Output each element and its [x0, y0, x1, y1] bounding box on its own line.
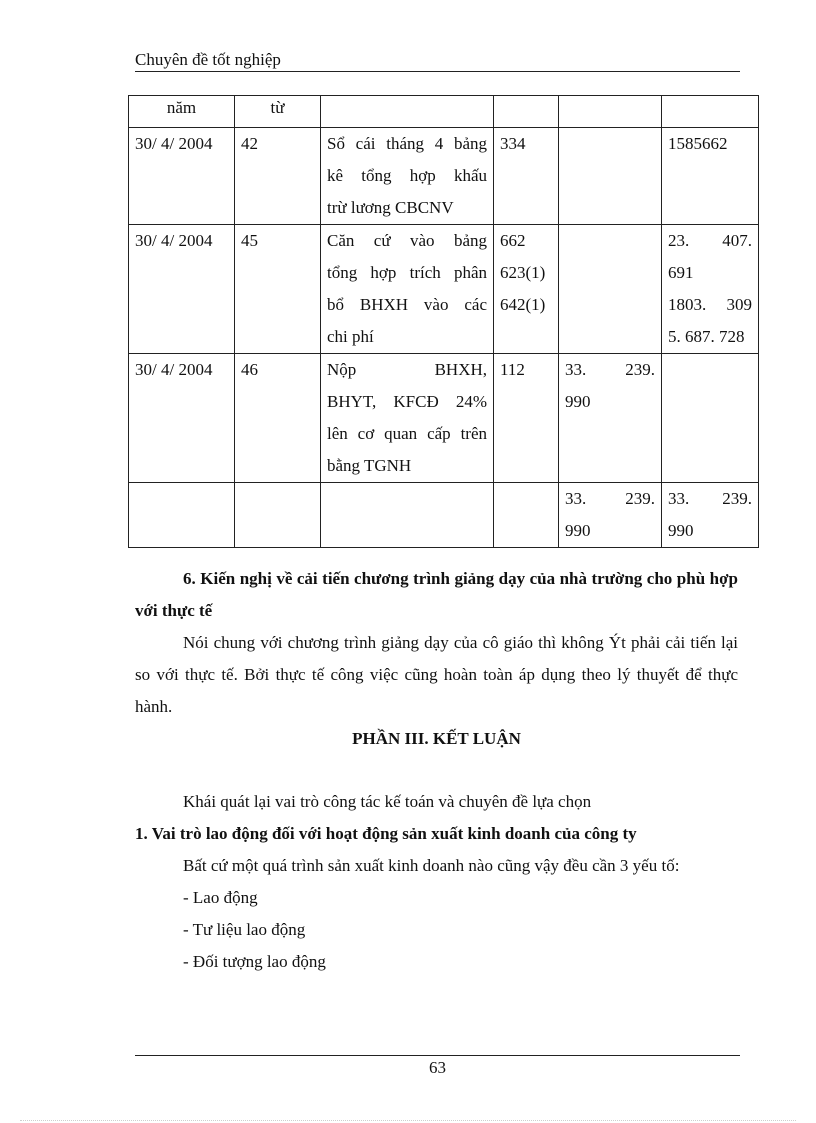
description-cell: [321, 225, 494, 354]
table-header-cell: [559, 96, 662, 128]
section-6: [135, 563, 738, 723]
credit-cell-line: 33. 239.: [668, 489, 752, 508]
debit-cell-line: 990: [565, 392, 591, 411]
credit-cell-line: 990: [668, 521, 694, 540]
part-3-intro: Khái quát lại vai trò công tác kế toán và chuyên đề lựa chọn: [183, 792, 592, 811]
credit-cell: [662, 354, 759, 483]
date-cell: 30/ 4/ 2004: [129, 225, 235, 354]
account-cell-line: 623(1): [500, 263, 546, 282]
credit-cell: [662, 225, 759, 354]
debit-cell: [559, 483, 662, 548]
credit-cell-line: 1803. 309: [668, 295, 752, 314]
credit-cell: [662, 483, 759, 548]
description-cell-line: tổng hợp trích phân: [327, 263, 487, 282]
description-cell-line: kê tổng hợp khấu: [327, 166, 487, 185]
date-cell: [129, 483, 235, 548]
credit-cell-line: 23. 407.: [668, 231, 752, 250]
credit-cell: [662, 128, 759, 225]
list-item: - Đối tượng lao động: [183, 952, 326, 971]
date-cell: 30/ 4/ 2004: [129, 128, 235, 225]
part-3-title: PHẦN III. KẾT LUẬN: [352, 729, 521, 748]
account-cell: [494, 483, 559, 548]
account-cell: [494, 128, 559, 225]
running-header-title: Chuyên đề tốt nghiệp: [135, 50, 281, 69]
section-6-paragraph: Nói chung với chương trình giảng dạy của cô giáo thì không Ýt phải cải tiến lại so với thực tế. Bởi thực tế công việc cũng hoàn toàn áp dụng theo lý thuyết để thực hành.: [135, 633, 738, 716]
account-cell-line: 642(1): [500, 295, 546, 314]
part-3-body: [135, 786, 738, 978]
table-header-cell: [494, 96, 559, 128]
debit-cell-line: 990: [565, 521, 591, 540]
voucher-number-cell: [235, 483, 321, 548]
table-header-cell: từ: [235, 96, 321, 128]
description-cell-line: Nộp BHXH,: [327, 360, 487, 379]
debit-cell-line: 33. 239.: [565, 360, 655, 379]
table-row: [129, 354, 759, 483]
account-cell: [494, 225, 559, 354]
page-number: 63: [429, 1058, 446, 1077]
list-item: - Lao động: [183, 888, 258, 907]
description-cell-line: Sổ cái tháng 4 bảng: [327, 134, 487, 153]
description-cell-line: bổ BHXH vào các: [327, 295, 487, 314]
description-cell-line: Căn cứ vào bảng: [327, 231, 487, 250]
description-cell-line: bằng TGNH: [327, 456, 412, 475]
date-cell: 30/ 4/ 2004: [129, 354, 235, 483]
account-cell-line: 334: [500, 134, 526, 153]
account-cell-line: 112: [500, 360, 525, 379]
section-6-heading: 6. Kiến nghị về cải tiến chương trình giảng dạy của nhà trường cho phù hợp với thực tế: [135, 569, 738, 620]
description-cell: [321, 483, 494, 548]
account-cell-line: 662: [500, 231, 526, 250]
ledger-table-body: [129, 128, 759, 548]
part-3-heading-1: 1. Vai trò lao động đối với hoạt động sản xuất kinh doanh của công ty: [135, 824, 637, 843]
page-edge: [20, 1120, 796, 1121]
footer-divider: [135, 1055, 740, 1056]
credit-cell-line: 5. 687. 728: [668, 327, 745, 346]
description-cell: [321, 128, 494, 225]
list-item: - Tư liệu lao động: [183, 920, 306, 939]
table-row: [129, 225, 759, 354]
credit-cell-line: 1585662: [668, 134, 728, 153]
header-divider: [135, 71, 740, 72]
description-cell-line: lên cơ quan cấp trên: [327, 424, 487, 443]
description-cell-line: chi phí: [327, 327, 374, 346]
debit-cell: [559, 354, 662, 483]
table-row: [129, 483, 759, 548]
table-header-cell: năm: [129, 96, 235, 128]
ledger-table: [128, 95, 759, 548]
table-header-cell: [321, 96, 494, 128]
voucher-number-cell: 45: [235, 225, 321, 354]
debit-cell-line: 33. 239.: [565, 489, 655, 508]
table-header-row: [129, 96, 759, 128]
debit-cell: [559, 225, 662, 354]
description-cell-line: trừ lương CBCNV: [327, 198, 454, 217]
part-3-paragraph-1: Bất cứ một quá trình sản xuất kinh doanh nào cũng vậy đều cần 3 yếu tố:: [183, 856, 680, 875]
credit-cell-line: 691: [668, 263, 694, 282]
debit-cell: [559, 128, 662, 225]
description-cell-line: BHYT, KFCĐ 24%: [327, 392, 487, 411]
account-cell: [494, 354, 559, 483]
voucher-number-cell: 46: [235, 354, 321, 483]
voucher-number-cell: 42: [235, 128, 321, 225]
table-row: [129, 128, 759, 225]
table-header-cell: [662, 96, 759, 128]
description-cell: [321, 354, 494, 483]
